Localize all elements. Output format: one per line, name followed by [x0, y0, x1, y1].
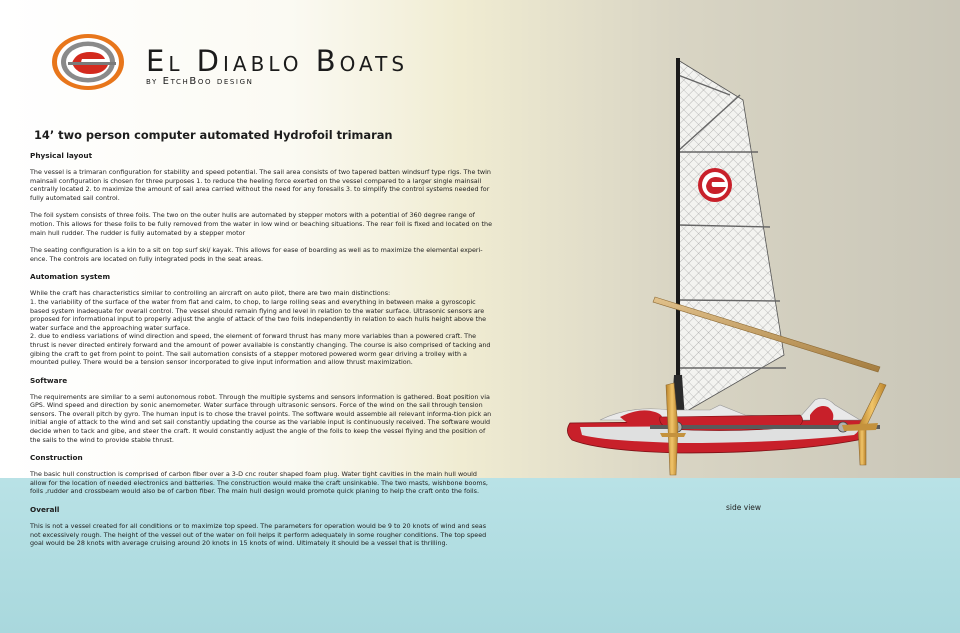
- document-title: 14’ two person computer automated Hydrofoil trimaran: [34, 128, 393, 142]
- document-body: [30, 128, 492, 557]
- section-overall: [30, 505, 492, 548]
- section-construction: [30, 453, 492, 496]
- section-automation-system: [30, 272, 492, 366]
- section-heading: Software: [30, 375, 68, 385]
- paragraph: The basic hull construction is comprised of carbon fiber over a 3-D cnc router shaped foam plug. Water tight cavities in the main hull would allow for the location of needed electronics and batteries. The construction would make the craft unsinkable. The two masts, wishbone booms, foils ,rudder and crossbeam would also be of carbon fiber. The main hull design would promote quick planing to help the craft onto the foils.: [30, 470, 488, 496]
- paragraph: The seating configuration is a kin to a sit on top surf ski/ kayak. This allows for ease of boarding as well as to maximize the elemental experi-ence. The controls are located on fully integrated pods in the seat areas.: [30, 246, 483, 263]
- el-diablo-logo-icon: [50, 32, 128, 92]
- sail: [678, 60, 784, 415]
- paragraph: The vessel is a trimaran configuration for stability and speed potential. The sail area consists of two tapered batten windsurf type rigs. The twin mainsail configuration is chosen for three purposes 1. to reduce the heeling force exerted on the vessel compared to a larger single mainsail centrally located 2. to maximize the amount of sail area carried without the need for any foresails 3. to simplify the control systems needed for fully automated sail control.: [30, 168, 491, 202]
- paragraph: This is not a vessel created for all conditions or to maximize top speed. The parameters for operation would be 9 to 20 knots of wind and seas not excessively rough. The height of the vessel out of the water on foil helps it perform adequately in some rougher conditions. The top speed goal would be 28 knots with average cruising around 20 knots in 15 knots of wind. Ultimately it should be a vessel that is thrilling.: [30, 522, 487, 548]
- boat-side-view-illustration: [560, 55, 920, 485]
- illustration-caption: side view: [726, 503, 762, 512]
- sail-logo-icon: [698, 168, 732, 202]
- rear-foil: [858, 383, 886, 427]
- paragraph: The foil system consists of three foils. The two on the outer hulls are automated by stepper motors with a potential of 360 degree range of motion. This allows for these foils to be fully removed from the water in low wind or beaching situations. The rear foil is fixed and located on the main hull rudder. The rudder is fully automated by a stepper motor: [30, 211, 493, 237]
- paragraph: The requirements are similar to a semi autonomous robot. Through the multiple systems and sensors information is gathered. Boat position via GPS. Wind speed and direction by sonic anemometer. Water surface through ultrasonic sensors. Force of the wind on the sail through tension sensors. The overall pitch by gyro. The human input is to chose the travel points. The software would assemble all relevant informa-tion pick an initial angle of attack to the wind and set sail constantly updating the course as the variable input is continuously received. The software would decide when to tack and gibe, and steer the craft. It would constantly adjust the angle of the foils to keep the vessel flying and the position of the sails to the wind to provide stable thrust.: [30, 392, 492, 444]
- brand-title: El Diablo Boats: [146, 44, 409, 78]
- section-software: [30, 376, 492, 445]
- brand-subtitle: by EtchBoo design: [146, 76, 254, 87]
- section-heading: Overall: [30, 505, 60, 515]
- section-heading: Construction: [30, 453, 83, 463]
- section-physical-layout: [30, 151, 492, 263]
- section-heading: Automation system: [30, 272, 111, 282]
- paragraph: While the craft has characteristics similar to controlling an aircraft on auto pilot, there are two main distinctions: 1. the variability of the surface of the water from flat and calm, to chop, to large rolling seas and everything in between make a gyroscopic based system inadequate for overall control. The vessel should remain flying and level in relation to the water surface. Ultrasonic sensors are proposed for informational input to properly adjust the angle of attack of the two foils independently in relation to each hulls height above the water surface and the approaching water surface. 2. due to endless variations of wind direction and speed, the element of forward thrust has many more variables than a powered craft. The thrust is never directed entirely forward and the amount of power available is constantly changing. The course is also comprised of tacking and gibing the craft to get from point to point. The sail automation consists of a stepper motored powered worm gear driving a trolley with a mounted pulley. There would be a tension sensor incorporated to give input information and allow thrust maximization.: [30, 289, 491, 367]
- section-heading: Physical layout: [30, 151, 93, 160]
